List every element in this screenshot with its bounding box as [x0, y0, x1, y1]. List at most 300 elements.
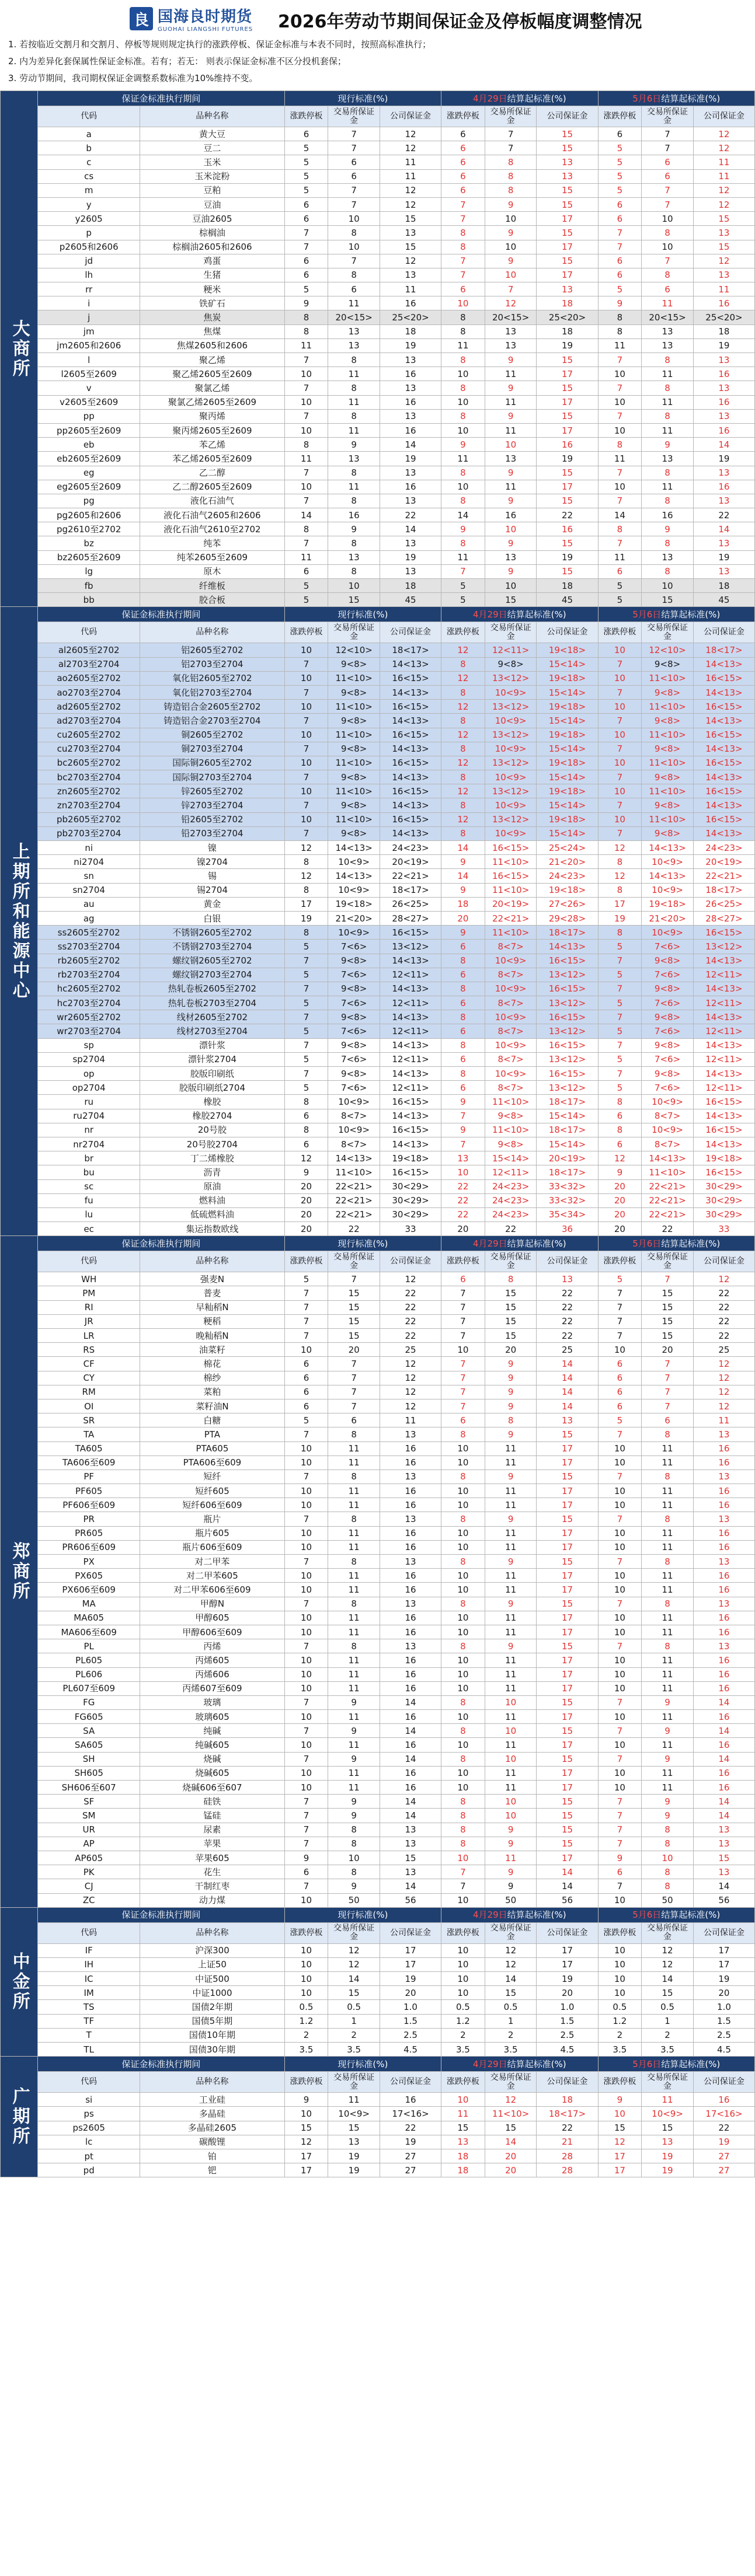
- code-cell: MA605: [38, 1611, 140, 1625]
- current-limit-cell: 10: [284, 1583, 328, 1597]
- p2-limit-cell: 6: [598, 268, 642, 282]
- current-limit-cell: 12: [284, 1151, 328, 1165]
- current-limit-cell: 6: [284, 1137, 328, 1151]
- current-exchange-margin-cell: 11: [328, 1455, 380, 1469]
- name-cell: 国际铜2605至2702: [140, 756, 284, 770]
- p2-company-margin-cell: 11: [693, 169, 754, 183]
- code-cell: IF: [38, 1943, 140, 1957]
- current-limit-cell: 10: [284, 1343, 328, 1357]
- name-cell: 20号胶: [140, 1123, 284, 1137]
- current-exchange-margin-cell: 11: [328, 1766, 380, 1780]
- current-limit-cell: 8: [284, 855, 328, 869]
- table-row: [1, 968, 755, 982]
- current-company-margin-cell: 13: [380, 1469, 441, 1484]
- notes: [0, 36, 755, 87]
- current-limit-cell: 5: [284, 169, 328, 183]
- current-company-margin-cell: 13: [380, 381, 441, 395]
- p1-limit-cell: 10: [441, 395, 485, 409]
- p1-company-margin-cell: 15: [537, 141, 598, 155]
- code-cell: p2605和2606: [38, 240, 140, 254]
- table-row: [1, 1526, 755, 1540]
- p1-company-margin-cell: 13: [537, 1272, 598, 1286]
- current-company-margin-cell: 13: [380, 268, 441, 282]
- p1-limit-cell: 12: [441, 700, 485, 714]
- p1-limit-cell: 8: [441, 1555, 485, 1569]
- current-limit-cell: 7: [284, 409, 328, 423]
- name-cell: 生猪: [140, 268, 284, 282]
- code-cell: sn: [38, 869, 140, 883]
- code-header: 代码: [38, 106, 140, 127]
- period-1-label: [441, 2057, 598, 2072]
- p2-exchange-margin-cell: 12: [642, 1943, 694, 1957]
- table-row: [1, 1413, 755, 1427]
- p1-exchange-margin-cell: 20: [485, 2149, 537, 2163]
- name-cell: 线材2703至2704: [140, 1024, 284, 1038]
- p1-exchange-margin-cell: 22: [485, 1222, 537, 1236]
- p2-company-margin-cell: 16<15>: [693, 671, 754, 685]
- p2-exchange-margin-cell: 22: [642, 1222, 694, 1236]
- p2-exchange-margin-cell: 9: [642, 1809, 694, 1823]
- p1-exchange-margin-cell: 0.5: [485, 2000, 537, 2014]
- p2-company-margin-cell: 12<11>: [693, 968, 754, 982]
- p1-company-margin-cell: 19<18>: [537, 812, 598, 826]
- p1-exchange-margin-cell: 13: [485, 338, 537, 352]
- current-company-margin-cell: 16: [380, 1653, 441, 1667]
- p1-limit-cell: 7: [441, 564, 485, 578]
- limit-header: 涨跌停板: [284, 622, 328, 643]
- p2-exchange-margin-cell: 8: [642, 564, 694, 578]
- exchange-name: 中金所: [1, 1907, 38, 2057]
- p1-company-margin-cell: 16: [537, 522, 598, 536]
- p2-limit-cell: 7: [598, 982, 642, 996]
- current-exchange-margin-cell: 22<21>: [328, 1193, 380, 1207]
- name-cell: 多晶硅: [140, 2107, 284, 2121]
- code-cell: ao2605至2702: [38, 671, 140, 685]
- company-margin-header: 公司保证金: [693, 106, 754, 127]
- current-exchange-margin-cell: 8: [328, 409, 380, 423]
- p1-company-margin-cell: 15<14>: [537, 742, 598, 756]
- current-exchange-margin-cell: 8: [328, 1865, 380, 1879]
- current-company-margin-cell: 15: [380, 212, 441, 226]
- name-cell: 对二甲苯: [140, 1555, 284, 1569]
- p2-company-margin-cell: 14: [693, 1795, 754, 1809]
- p1-exchange-margin-cell: 9: [485, 1597, 537, 1611]
- name-cell: 烧碱606至607: [140, 1781, 284, 1795]
- p2-exchange-margin-cell: 8: [642, 1823, 694, 1837]
- column-header-row: [1, 1251, 755, 1272]
- table-row: [1, 770, 755, 784]
- p2-exchange-margin-cell: 15: [642, 593, 694, 607]
- p2-limit-cell: 14: [598, 508, 642, 522]
- current-exchange-margin-cell: 3.5: [328, 2043, 380, 2057]
- code-cell: ru: [38, 1095, 140, 1109]
- p2-limit-cell: 5: [598, 968, 642, 982]
- code-cell: RM: [38, 1385, 140, 1399]
- p1-exchange-margin-cell: 12<11>: [485, 1165, 537, 1179]
- current-company-margin-cell: 13: [380, 353, 441, 367]
- p1-limit-cell: 7: [441, 1137, 485, 1151]
- name-cell: 黄金: [140, 897, 284, 911]
- table-row: [1, 1738, 755, 1752]
- code-header: 代码: [38, 1922, 140, 1943]
- code-cell: y2605: [38, 212, 140, 226]
- p2-limit-cell: 5: [598, 141, 642, 155]
- p1-limit-cell: 7: [441, 212, 485, 226]
- p1-limit-cell: 7: [441, 1109, 485, 1123]
- p2-limit-cell: 7: [598, 1329, 642, 1343]
- current-company-margin-cell: 12: [380, 1371, 441, 1385]
- p1-exchange-margin-cell: 13<12>: [485, 728, 537, 742]
- p1-company-margin-cell: 15: [537, 1555, 598, 1569]
- current-company-margin-cell: 16: [380, 2093, 441, 2107]
- p2-company-margin-cell: 25: [693, 1343, 754, 1357]
- code-cell: pp2605至2609: [38, 423, 140, 437]
- current-exchange-margin-cell: 10: [328, 1851, 380, 1865]
- table-row: [1, 1137, 755, 1151]
- name-cell: 工业硅: [140, 2093, 284, 2107]
- current-company-margin-cell: 13: [380, 1597, 441, 1611]
- p1-exchange-margin-cell: 10<9>: [485, 954, 537, 968]
- p2-company-margin-cell: 16: [693, 1611, 754, 1625]
- p1-exchange-margin-cell: 10<9>: [485, 770, 537, 784]
- current-exchange-margin-cell: 9: [328, 1809, 380, 1823]
- p1-limit-cell: 8: [441, 1752, 485, 1766]
- p1-exchange-margin-cell: 20<15>: [485, 310, 537, 324]
- current-exchange-margin-cell: 19: [328, 2149, 380, 2163]
- p2-exchange-margin-cell: 9<8>: [642, 1010, 694, 1024]
- current-limit-cell: 10: [284, 1893, 328, 1907]
- name-header: 品种名称: [140, 622, 284, 643]
- current-exchange-margin-cell: 9<8>: [328, 770, 380, 784]
- company-margin-header: 公司保证金: [693, 1922, 754, 1943]
- company-margin-header: 公司保证金: [537, 2072, 598, 2093]
- name-cell: 铅2605至2702: [140, 812, 284, 826]
- current-company-margin-cell: 13: [380, 494, 441, 508]
- name-cell: 不锈钢2605至2702: [140, 926, 284, 940]
- p2-limit-cell: 10: [598, 1957, 642, 1971]
- p1-exchange-margin-cell: 9: [485, 1639, 537, 1653]
- code-cell: T: [38, 2028, 140, 2042]
- exchange-name: 上期所和能源中心: [1, 607, 38, 1236]
- p2-limit-cell: 19: [598, 911, 642, 925]
- p2-company-margin-cell: 16: [693, 1540, 754, 1554]
- name-cell: 短纤605: [140, 1484, 284, 1498]
- p2-exchange-margin-cell: 8: [642, 1512, 694, 1526]
- p2-company-margin-cell: 16: [693, 1738, 754, 1752]
- p1-exchange-margin-cell: 11: [485, 1766, 537, 1780]
- p2-exchange-margin-cell: 0.5: [642, 2000, 694, 2014]
- current-exchange-margin-cell: 19: [328, 2163, 380, 2177]
- name-cell: 玉米淀粉: [140, 169, 284, 183]
- current-limit-cell: 10: [284, 1611, 328, 1625]
- current-company-margin-cell: 14<13>: [380, 685, 441, 699]
- current-limit-cell: 7: [284, 1795, 328, 1809]
- p1-company-margin-cell: 17: [537, 1540, 598, 1554]
- code-cell: IC: [38, 1972, 140, 1986]
- code-cell: IM: [38, 1986, 140, 2000]
- current-limit-cell: 10: [284, 1540, 328, 1554]
- code-cell: PR606至609: [38, 1540, 140, 1554]
- table-row: [1, 671, 755, 685]
- current-limit-cell: 7: [284, 1724, 328, 1738]
- current-limit-cell: 7: [284, 1038, 328, 1052]
- period-2-suffix: 结算起标准(%): [661, 2058, 721, 2069]
- p1-exchange-margin-cell: 9: [485, 409, 537, 423]
- p1-company-margin-cell: 17: [537, 1455, 598, 1469]
- code-cell: m: [38, 183, 140, 197]
- p1-company-margin-cell: 56: [537, 1893, 598, 1907]
- p2-limit-cell: 6: [598, 1371, 642, 1385]
- table-row: [1, 643, 755, 657]
- name-cell: 玻璃605: [140, 1710, 284, 1724]
- code-cell: l: [38, 353, 140, 367]
- p2-limit-cell: 7: [598, 1314, 642, 1328]
- period-1-date: 4月29日: [472, 1238, 507, 1249]
- name-cell: 聚丙烯: [140, 409, 284, 423]
- p1-limit-cell: 10: [441, 1986, 485, 2000]
- p2-limit-cell: 12: [598, 1151, 642, 1165]
- current-limit-cell: 10: [284, 1781, 328, 1795]
- current-limit-cell: 10: [284, 1986, 328, 2000]
- table-row: [1, 282, 755, 296]
- current-exchange-margin-cell: 11<10>: [328, 784, 380, 798]
- current-limit-cell: 10: [284, 1681, 328, 1695]
- p2-limit-cell: 10: [598, 1943, 642, 1957]
- p1-company-margin-cell: 17: [537, 240, 598, 254]
- p1-limit-cell: 9: [441, 926, 485, 940]
- company-margin-header: 公司保证金: [693, 2072, 754, 2093]
- current-company-margin-cell: 12<11>: [380, 1081, 441, 1095]
- name-cell: 强麦N: [140, 1272, 284, 1286]
- limit-header: 涨跌停板: [441, 622, 485, 643]
- table-row: [1, 1109, 755, 1123]
- name-cell: 烧碱: [140, 1752, 284, 1766]
- code-cell: rb2703至2704: [38, 968, 140, 982]
- current-exchange-margin-cell: 21<20>: [328, 911, 380, 925]
- current-exchange-margin-cell: 15: [328, 2121, 380, 2135]
- table-row: [1, 1081, 755, 1095]
- name-cell: 尿素: [140, 1823, 284, 1837]
- p1-limit-cell: 7: [441, 1865, 485, 1879]
- p1-limit-cell: 10: [441, 1441, 485, 1455]
- current-exchange-margin-cell: 14<13>: [328, 869, 380, 883]
- name-cell: 甲醇N: [140, 1597, 284, 1611]
- p1-limit-cell: 6: [441, 968, 485, 982]
- p2-exchange-margin-cell: 50: [642, 1893, 694, 1907]
- p2-exchange-margin-cell: 9<8>: [642, 826, 694, 840]
- code-cell: AP605: [38, 1851, 140, 1865]
- p2-exchange-margin-cell: 11: [642, 1611, 694, 1625]
- table-row: [1, 564, 755, 578]
- logo: [130, 5, 253, 33]
- p1-company-margin-cell: 15<14>: [537, 1137, 598, 1151]
- p2-company-margin-cell: 14<13>: [693, 1038, 754, 1052]
- p1-company-margin-cell: 16<15>: [537, 982, 598, 996]
- p2-limit-cell: 10: [598, 784, 642, 798]
- current-exchange-margin-cell: 7<6>: [328, 1081, 380, 1095]
- current-limit-cell: 6: [284, 1371, 328, 1385]
- p2-exchange-margin-cell: 15: [642, 1329, 694, 1343]
- p2-limit-cell: 12: [598, 2135, 642, 2149]
- p1-limit-cell: 8: [441, 1795, 485, 1809]
- p1-company-margin-cell: 1.5: [537, 2014, 598, 2028]
- p1-exchange-margin-cell: 15: [485, 2121, 537, 2135]
- table-row: [1, 452, 755, 466]
- code-cell: eg2605至2609: [38, 480, 140, 494]
- p2-limit-cell: 10: [598, 1738, 642, 1752]
- p2-company-margin-cell: 27: [693, 2163, 754, 2177]
- current-exchange-margin-cell: 11<10>: [328, 700, 380, 714]
- p1-limit-cell: 10: [441, 296, 485, 310]
- name-cell: 锌2703至2704: [140, 798, 284, 812]
- table-row: [1, 2149, 755, 2163]
- name-cell: 豆二: [140, 141, 284, 155]
- code-cell: MA: [38, 1597, 140, 1611]
- code-cell: pg: [38, 494, 140, 508]
- p1-limit-cell: 20: [441, 1222, 485, 1236]
- p1-company-margin-cell: 14<13>: [537, 940, 598, 954]
- p1-limit-cell: 8: [441, 1512, 485, 1526]
- p1-limit-cell: 8: [441, 982, 485, 996]
- exchange-margin-header: 交易所保证金: [328, 1251, 380, 1272]
- p1-limit-cell: 1.2: [441, 2014, 485, 2028]
- table-row: [1, 1865, 755, 1879]
- period-2-label: [598, 1236, 754, 1251]
- name-cell: 不锈钢2703至2704: [140, 940, 284, 954]
- current-company-margin-cell: 12<11>: [380, 1052, 441, 1066]
- current-company-margin-cell: 16: [380, 1583, 441, 1597]
- p1-exchange-margin-cell: 7: [485, 127, 537, 141]
- p2-exchange-margin-cell: 9: [642, 522, 694, 536]
- current-exchange-margin-cell: 13: [328, 452, 380, 466]
- p2-exchange-margin-cell: 7<6>: [642, 996, 694, 1010]
- p2-company-margin-cell: 12: [693, 1357, 754, 1371]
- current-exchange-margin-cell: 8: [328, 564, 380, 578]
- current-exchange-margin-cell: 8: [328, 1837, 380, 1851]
- name-cell: 胶合板: [140, 593, 284, 607]
- p2-limit-cell: 10: [598, 728, 642, 742]
- current-limit-cell: 9: [284, 296, 328, 310]
- current-exchange-margin-cell: 7: [328, 1385, 380, 1399]
- current-exchange-margin-cell: 11<10>: [328, 728, 380, 742]
- table-row: [1, 1569, 755, 1583]
- table-row: [1, 996, 755, 1010]
- p2-exchange-margin-cell: 21<20>: [642, 911, 694, 925]
- period-2-date: 5月6日: [632, 2058, 662, 2069]
- current-company-margin-cell: 16: [380, 1710, 441, 1724]
- name-cell: 国债2年期: [140, 2000, 284, 2014]
- p2-company-margin-cell: 15: [693, 212, 754, 226]
- table-row: [1, 2000, 755, 2014]
- p1-limit-cell: 22: [441, 1193, 485, 1207]
- code-cell: bu: [38, 1165, 140, 1179]
- p2-company-margin-cell: 13: [693, 1837, 754, 1851]
- p2-exchange-margin-cell: 11: [642, 1781, 694, 1795]
- code-cell: SF: [38, 1795, 140, 1809]
- p2-limit-cell: 10: [598, 1441, 642, 1455]
- current-standard-label: 现行标准(%): [284, 607, 441, 622]
- table-row: [1, 367, 755, 381]
- p1-company-margin-cell: 17: [537, 1710, 598, 1724]
- current-limit-cell: 7: [284, 798, 328, 812]
- p2-exchange-margin-cell: 14: [642, 1972, 694, 1986]
- p2-limit-cell: 8: [598, 855, 642, 869]
- p1-company-margin-cell: 15: [537, 1512, 598, 1526]
- p1-limit-cell: 11: [441, 338, 485, 352]
- current-exchange-margin-cell: 9<8>: [328, 798, 380, 812]
- code-cell: MA606至609: [38, 1625, 140, 1639]
- p1-limit-cell: 7: [441, 1314, 485, 1328]
- p2-exchange-margin-cell: 11: [642, 1441, 694, 1455]
- exchange-name: 大商所: [1, 91, 38, 607]
- p1-exchange-margin-cell: 10: [485, 579, 537, 593]
- name-cell: 氧化铝2605至2702: [140, 671, 284, 685]
- period-header-row: [1, 607, 755, 622]
- name-cell: 锡2704: [140, 883, 284, 897]
- p2-limit-cell: 8: [598, 324, 642, 338]
- code-cell: fu: [38, 1193, 140, 1207]
- current-limit-cell: 8: [284, 883, 328, 897]
- current-company-margin-cell: 18<17>: [380, 643, 441, 657]
- table-row: [1, 183, 755, 197]
- exchange-margin-header: 交易所保证金: [328, 2072, 380, 2093]
- p2-exchange-margin-cell: 9<8>: [642, 1067, 694, 1081]
- p2-company-margin-cell: 11: [693, 282, 754, 296]
- p1-limit-cell: 10: [441, 1710, 485, 1724]
- p1-exchange-margin-cell: 14: [485, 1972, 537, 1986]
- p1-exchange-margin-cell: 8<7>: [485, 1024, 537, 1038]
- p2-exchange-margin-cell: 9<8>: [642, 798, 694, 812]
- p1-exchange-margin-cell: 8: [485, 1272, 537, 1286]
- name-cell: 白糖: [140, 1413, 284, 1427]
- current-company-margin-cell: 14<13>: [380, 1038, 441, 1052]
- p1-limit-cell: 7: [441, 268, 485, 282]
- table-row: [1, 812, 755, 826]
- p2-limit-cell: 10: [598, 367, 642, 381]
- code-cell: pb2605至2702: [38, 812, 140, 826]
- p2-limit-cell: 6: [598, 1385, 642, 1399]
- p2-limit-cell: 7: [598, 381, 642, 395]
- p1-limit-cell: 7: [441, 1879, 485, 1893]
- p1-limit-cell: 10: [441, 2093, 485, 2107]
- p2-limit-cell: 7: [598, 1300, 642, 1314]
- current-company-margin-cell: 12: [380, 127, 441, 141]
- code-cell: fb: [38, 579, 140, 593]
- p1-limit-cell: 10: [441, 1625, 485, 1639]
- p1-limit-cell: 8: [441, 1724, 485, 1738]
- p1-limit-cell: 10: [441, 1343, 485, 1357]
- p1-exchange-margin-cell: 7: [485, 141, 537, 155]
- p2-company-margin-cell: 11: [693, 1413, 754, 1427]
- code-cell: PX606至609: [38, 1583, 140, 1597]
- p2-limit-cell: 8: [598, 522, 642, 536]
- p1-exchange-margin-cell: 9<8>: [485, 657, 537, 671]
- current-company-margin-cell: 20: [380, 1986, 441, 2000]
- limit-header: 涨跌停板: [598, 622, 642, 643]
- p1-exchange-margin-cell: 7: [485, 282, 537, 296]
- p2-company-margin-cell: 18: [693, 579, 754, 593]
- current-exchange-margin-cell: 14: [328, 1972, 380, 1986]
- current-limit-cell: 7: [284, 770, 328, 784]
- p1-exchange-margin-cell: 16<15>: [485, 841, 537, 855]
- current-limit-cell: 10: [284, 367, 328, 381]
- code-cell: PF606至609: [38, 1498, 140, 1512]
- name-cell: 对二甲苯606至609: [140, 1583, 284, 1597]
- p1-company-margin-cell: 24<23>: [537, 869, 598, 883]
- code-cell: ad2605至2702: [38, 700, 140, 714]
- code-cell: FG: [38, 1695, 140, 1709]
- p1-limit-cell: 14: [441, 841, 485, 855]
